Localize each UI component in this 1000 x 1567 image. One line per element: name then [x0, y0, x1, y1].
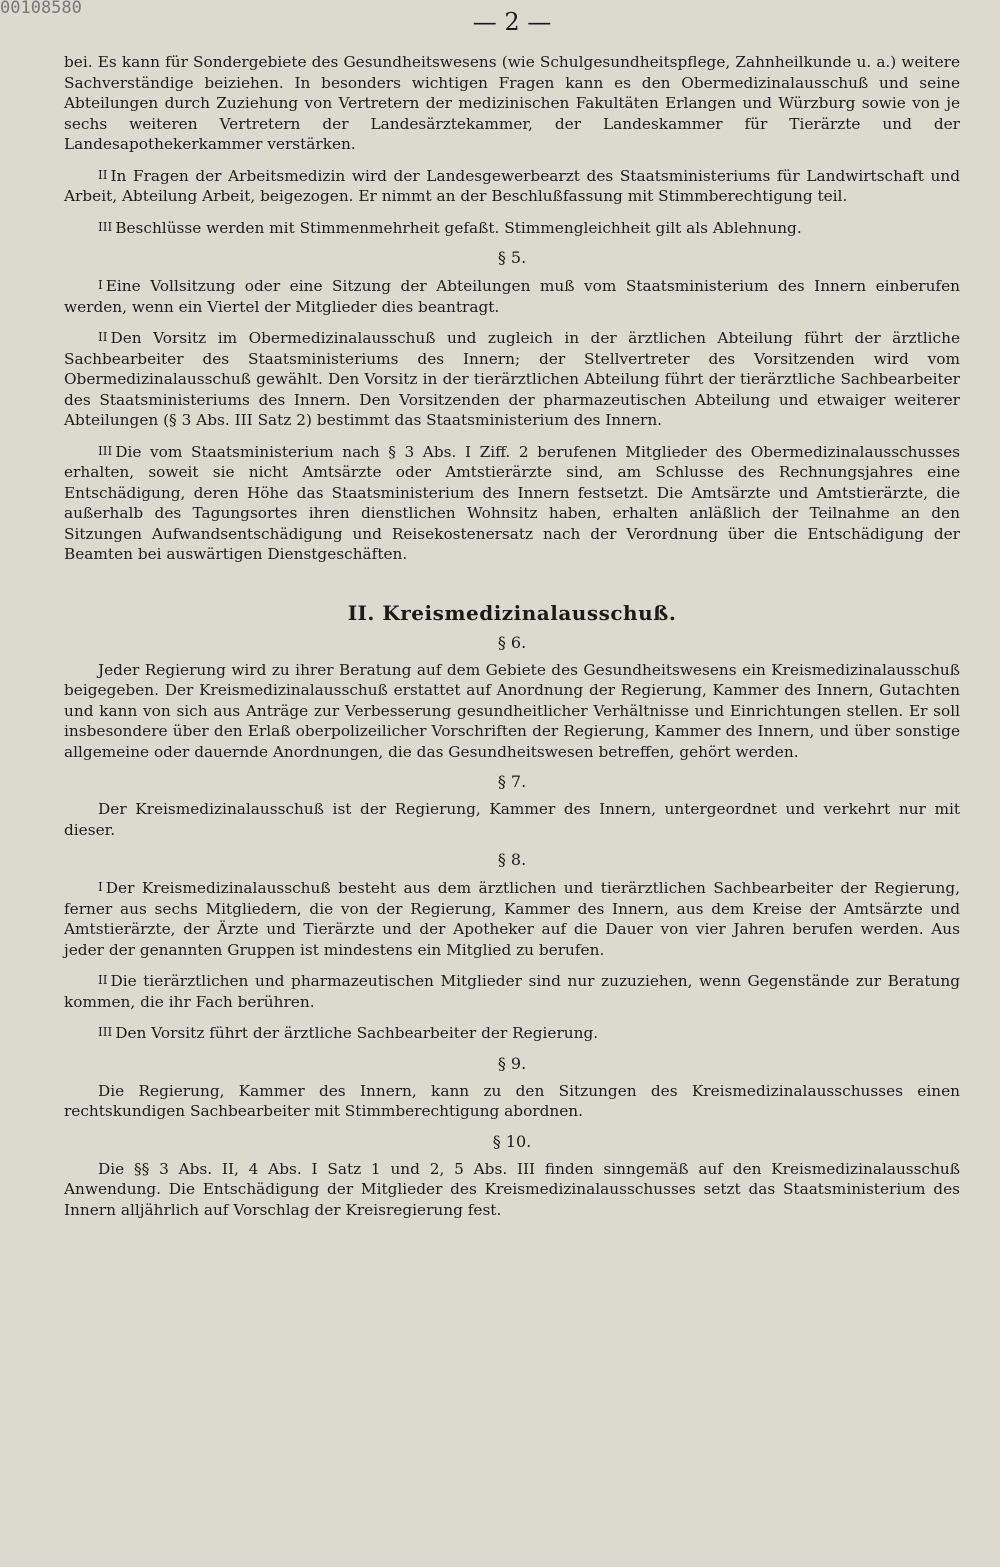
paragraph-number: I: [98, 880, 103, 894]
paragraph-text: Der Kreismedizinalausschuß besteht aus dem ärztlichen und tierärztlichen Sachbearbeiter der Regierung, ferner aus sechs Mitgliedern, die von der Regierung, Kammer des Innern, aus dem Kreise der Amtsärzte und Amtstierärzte, der Ärzte und Tierärzte und der Apotheker auf die Dauer von vier Jahren berufen werden. Aus jeder der genannten Gruppen ist mindestens ein Mitglied zu berufen.: [64, 879, 960, 959]
paragraph-text: Eine Vollsitzung oder eine Sitzung der Abteilungen muß vom Staatsministerium des Innern einberufen werden, wenn ein Viertel der Mitglieder dies beantragt.: [64, 277, 960, 316]
paragraph-text: Den Vorsitz im Obermedizinalausschuß und zugleich in der ärztlichen Abteilung führt der ärztliche Sachbearbeiter des Staatsministeriums des Innern; der Stellvertreter des Vorsitzenden wird vom Obermedizinalausschuß gewählt. Den Vorsitz in der tierärztlichen Abteilung führt der tierärztliche Sachbearbeiter des Staatsministeriums des Innern. Den Vorsitzenden der pharmazeutischen Abteilung und etwaiger weiterer Abteilungen (§ 3 Abs. III Satz 2) bestimmt das Staatsministerium des Innern.: [64, 329, 960, 429]
paragraph-text: Die tierärztlichen und pharmazeutischen Mitglieder sind nur zuzuziehen, wenn Gegenstände zur Beratung kommen, die ihr Fach berühren.: [64, 972, 960, 1011]
paragraph-text: Beschlüsse werden mit Stimmenmehrheit gefaßt. Stimmengleichheit gilt als Ablehnung.: [115, 218, 802, 237]
paragraph-5-ii: [64, 327, 960, 431]
paragraph-7: Der Kreismedizinalausschuß ist der Regierung, Kammer des Innern, untergeordnet und verkehrt nur mit dieser.: [64, 800, 960, 839]
section-heading-8: § 8.: [497, 850, 527, 869]
paragraph-number: III: [98, 443, 113, 458]
paragraph-text: Die vom Staatsministerium nach § 3 Abs. I Ziff. 2 berufenen Mitglieder des Obermedizinalausschusses erhalten, soweit sie nicht Amtsärzte oder Amtstierärzte sind, am Schlusse des Rechnungsjahres eine Entschädigung, deren Höhe das Staatsministerium des Innern festsetzt. Die Amtsärzte und Amtstierärzte, die außerhalb des Tagungsortes ihren dienstlichen Wohnsitz haben, erhalten anläßlich der Teilnahme an den Sitzungen Aufwandsentschädigung und Reisekostenersatz nach der Verordnung über die Entschädigung der Beamten bei auswärtigen Dienstgeschäften.: [64, 442, 960, 563]
paragraph-text: Den Vorsitz führt der ärztliche Sachbearbeiter der Regierung.: [115, 1024, 599, 1042]
section-heading-9: § 9.: [497, 1053, 527, 1073]
paragraph-text: In Fragen der Arbeitsmedizin wird der Landesgewerbearzt des Staatsministeriums für Landwirtschaft und Arbeit, Abteilung Arbeit, beigezogen. Er nimmt an der Beschlußfassung mit Stimmberechtigung teil.: [64, 166, 960, 205]
page-number: — 2 —: [472, 8, 552, 36]
paragraph-number: III: [98, 1025, 113, 1039]
chapter-heading: II. Kreismedizinalausschuß.: [347, 600, 677, 625]
paragraph-number: III: [98, 219, 113, 234]
section-heading-6: § 6.: [497, 632, 527, 652]
paragraph-4-ii: [64, 165, 960, 207]
paragraph-5-i: [64, 275, 960, 317]
paragraph-10: Die §§ 3 Abs. II, 4 Abs. I Satz 1 und 2, 5 Abs. III finden sinngemäß auf den Kreismedizinalausschuß Anwendung. Die Entschädigung der Mitglieder des Kreismedizinalausschusses setzt das Staatsministerium des Innern alljährlich auf Vorschlag der Kreisregierung fest.: [64, 1159, 960, 1219]
paragraph-4-iii: [64, 217, 960, 239]
archive-stamp: 00108580: [0, 0, 82, 18]
paragraph-8-iii: [64, 1022, 960, 1044]
paragraph-5-iii: [64, 441, 960, 565]
paragraph-8-i: [64, 877, 960, 960]
paragraph-6: Jeder Regierung wird zu ihrer Beratung auf dem Gebiete des Gesundheitswesens ein Kreismedizinalausschuß beigegeben. Der Kreismedizinalausschuß erstattet auf Anordnung der Regierung, Kammer des Innern, Gutachten und kann von sich aus Anträge zur Verbesserung gesundheitlicher Verhältnisse und Einrichtungen stellen. Er soll insbesondere über den Erlaß oberpolizeilicher Vorschriften der Regierung, Kammer des Innern, und über sonstige allgemeine oder dauernde Anordnungen, die das Gesundheitswesen betreffen, gehört werden.: [64, 660, 960, 761]
paragraph-continued: bei. Es kann für Sondergebiete des Gesundheitswesens (wie Schulgesundheitspflege, Zahnheilkunde u. a.) weitere Sachverständige beiziehen. In besonders wichtigen Fragen kann es den Obermedizinalausschuß und seine Abteilungen durch Zuziehung von Vertretern der medizinischen Fakultäten Erlangen und Würzburg sowie von je sechs weiteren Vertretern der Landesärztekammer, der Landeskammer für Tierärzte und der Landesapothekerkammer verstärken.: [64, 53, 960, 153]
section-heading-10: § 10.: [492, 1131, 532, 1151]
paragraph-number: I: [98, 278, 103, 292]
paragraph-9: Die Regierung, Kammer des Innern, kann zu den Sitzungen des Kreismedizinalausschusses einen rechtskundigen Sachbearbeiter mit Stimmberechtigung abordnen.: [64, 1081, 960, 1120]
paragraph-number: II: [98, 973, 108, 987]
paragraph-number: II: [98, 167, 108, 182]
paragraph-8-ii: [64, 970, 960, 1012]
section-heading-7: § 7.: [497, 772, 527, 791]
paragraph-number: II: [98, 330, 108, 344]
section-heading-5: § 5.: [497, 248, 527, 267]
